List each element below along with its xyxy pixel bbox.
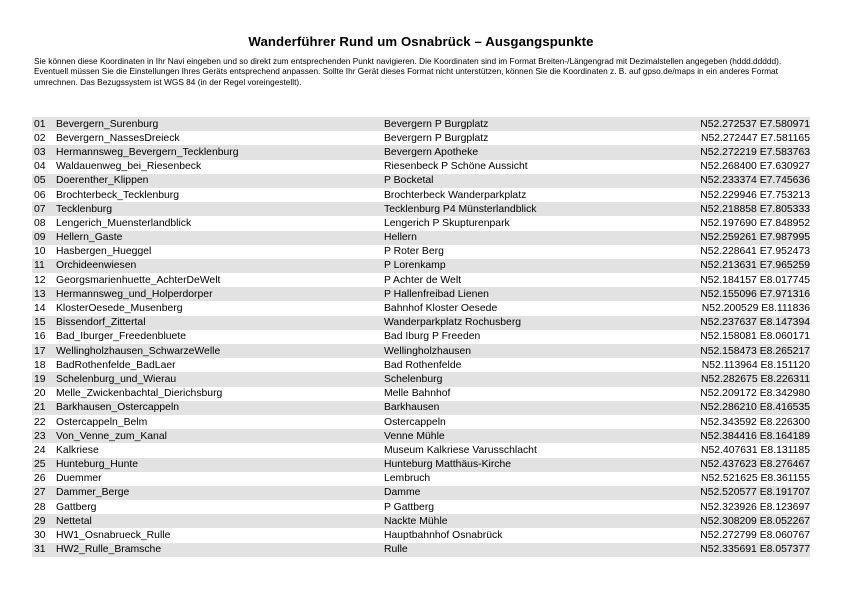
coordinates: N52.158081 E8.060171 <box>674 330 810 344</box>
table-row <box>32 415 810 429</box>
table-row <box>32 372 810 386</box>
route-name: Bad_Iburger_Freedenbluete <box>54 330 382 344</box>
coordinates: N52.158473 E8.265217 <box>674 344 810 358</box>
table-row <box>32 131 810 145</box>
route-number: 19 <box>32 372 54 386</box>
coordinates: N52.228641 E7.952473 <box>674 245 810 259</box>
coordinates: N52.272537 E7.580971 <box>674 117 810 131</box>
route-name: Orchideenwiesen <box>54 259 382 273</box>
page-title: Wanderführer Rund um Osnabrück – Ausgangspunkte <box>248 34 594 49</box>
coordinates: N52.237637 E8.147394 <box>674 316 810 330</box>
intro-paragraph-2: Eventuell müssen Sie die Einstellungen Ihres Geräts entsprechend anpassen. Sollte Ihr Gerät dieses Format nicht unterstützen, können Sie die Koordinaten z. B. auf gpso.de/maps in ein anderes Format umrechnen. Das Bezugssystem ist WGS 84 (in der Regel voreingestellt). <box>34 66 778 87</box>
start-point: Hauptbahnhof Osnabrück <box>382 528 674 542</box>
table-row <box>32 117 810 131</box>
route-number: 06 <box>32 188 54 202</box>
route-number: 24 <box>32 443 54 457</box>
coordinates: N52.229946 E7.753213 <box>674 188 810 202</box>
route-number: 03 <box>32 145 54 159</box>
route-name: Bevergern_NassesDreieck <box>54 131 382 145</box>
table-row <box>32 174 810 188</box>
coordinates: N52.308209 E8.052267 <box>674 514 810 528</box>
coordinates: N52.200529 E8.111836 <box>674 301 810 315</box>
start-point: Riesenbeck P Schöne Aussicht <box>382 160 674 174</box>
route-name: Hasbergen_Hueggel <box>54 245 382 259</box>
start-point: Bad Iburg P Freeden <box>382 330 674 344</box>
start-point: Barkhausen <box>382 401 674 415</box>
coordinates: N52.184157 E8.017745 <box>674 273 810 287</box>
route-name: Lengerich_Muensterlandblick <box>54 216 382 230</box>
start-point: P Achter de Welt <box>382 273 674 287</box>
table-row <box>32 259 810 273</box>
coordinates: N52.335691 E8.057377 <box>674 543 810 557</box>
route-name: Schelenburg_und_Wierau <box>54 372 382 386</box>
route-number: 25 <box>32 458 54 472</box>
start-point: Damme <box>382 486 674 500</box>
table-row <box>32 316 810 330</box>
route-name: Waldauenweg_bei_Riesenbeck <box>54 160 382 174</box>
table-row <box>32 160 810 174</box>
table-row <box>32 387 810 401</box>
route-name: Barkhausen_Ostercappeln <box>54 401 382 415</box>
table-row <box>32 216 810 230</box>
coordinates: N52.272219 E7.583763 <box>674 145 810 159</box>
table-row <box>32 401 810 415</box>
coordinates: N52.343592 E8.226300 <box>674 415 810 429</box>
route-name: Dammer_Berge <box>54 486 382 500</box>
route-number: 17 <box>32 344 54 358</box>
start-point: Wellingholzhausen <box>382 344 674 358</box>
route-name: Melle_Zwickenbachtal_Dierichsburg <box>54 387 382 401</box>
coordinates: N52.521625 E8.361155 <box>674 472 810 486</box>
route-name: Hermannsweg_Bevergern_Tecklenburg <box>54 145 382 159</box>
start-point: Melle Bahnhof <box>382 387 674 401</box>
route-number: 05 <box>32 174 54 188</box>
start-point: Tecklenburg P4 Münsterlandblick <box>382 202 674 216</box>
coordinates: N52.272799 E8.060767 <box>674 528 810 542</box>
coordinates: N52.520577 E8.191707 <box>674 486 810 500</box>
start-point: Bevergern P Burgplatz <box>382 131 674 145</box>
route-number: 27 <box>32 486 54 500</box>
route-number: 01 <box>32 117 54 131</box>
table-row <box>32 273 810 287</box>
coordinates: N52.407631 E8.131185 <box>674 443 810 457</box>
table-row <box>32 358 810 372</box>
table-row <box>32 443 810 457</box>
route-name: Wellingholzhausen_SchwarzeWelle <box>54 344 382 358</box>
start-point: Ostercappeln <box>382 415 674 429</box>
route-name: Ostercappeln_Belm <box>54 415 382 429</box>
table-row <box>32 188 810 202</box>
coordinates: N52.113964 E8.151120 <box>674 358 810 372</box>
start-point: P Hallenfreibad Lienen <box>382 287 674 301</box>
route-number: 15 <box>32 316 54 330</box>
route-name: Tecklenburg <box>54 202 382 216</box>
coordinates: N52.213631 E7.965259 <box>674 259 810 273</box>
table-row <box>32 287 810 301</box>
route-number: 28 <box>32 500 54 514</box>
coordinates: N52.272447 E7.581165 <box>674 131 810 145</box>
start-point: Lengerich P Skupturenpark <box>382 216 674 230</box>
start-point: P Lorenkamp <box>382 259 674 273</box>
route-name: Bissendorf_Zittertal <box>54 316 382 330</box>
table-row <box>32 514 810 528</box>
coordinates: N52.268400 E7.630927 <box>674 160 810 174</box>
start-point: Wanderparkplatz Rochusberg <box>382 316 674 330</box>
table-row <box>32 231 810 245</box>
route-number: 02 <box>32 131 54 145</box>
route-name: HW2_Rulle_Bramsche <box>54 543 382 557</box>
table-row <box>32 500 810 514</box>
route-name: HW1_Osnabrueck_Rulle <box>54 528 382 542</box>
route-name: KlosterOesede_Musenberg <box>54 301 382 315</box>
table-row <box>32 458 810 472</box>
table-row <box>32 301 810 315</box>
route-name: Gattberg <box>54 500 382 514</box>
start-point: Brochterbeck Wanderparkplatz <box>382 188 674 202</box>
route-number: 23 <box>32 429 54 443</box>
start-point: P Roter Berg <box>382 245 674 259</box>
start-point: Bevergern Apotheke <box>382 145 674 159</box>
table-row <box>32 330 810 344</box>
coordinates: N52.209172 E8.342980 <box>674 387 810 401</box>
start-point: Rulle <box>382 543 674 557</box>
start-point: Hellern <box>382 231 674 245</box>
route-number: 09 <box>32 231 54 245</box>
intro-text <box>34 56 810 87</box>
start-point: Schelenburg <box>382 372 674 386</box>
route-number: 20 <box>32 387 54 401</box>
table-row <box>32 145 810 159</box>
route-number: 10 <box>32 245 54 259</box>
coordinates: N52.323926 E8.123697 <box>674 500 810 514</box>
route-name: Doerenther_Klippen <box>54 174 382 188</box>
route-name: Brochterbeck_Tecklenburg <box>54 188 382 202</box>
start-point: Nackte Mühle <box>382 514 674 528</box>
starting-points-table <box>32 117 810 557</box>
table-row <box>32 528 810 542</box>
route-number: 18 <box>32 358 54 372</box>
route-number: 16 <box>32 330 54 344</box>
start-point: Lembruch <box>382 472 674 486</box>
route-number: 11 <box>32 259 54 273</box>
route-name: Nettetal <box>54 514 382 528</box>
start-point: Bad Rothenfelde <box>382 358 674 372</box>
route-name: Bevergern_Surenburg <box>54 117 382 131</box>
coordinates: N52.282675 E8.226311 <box>674 372 810 386</box>
coordinates: N52.286210 E8.416535 <box>674 401 810 415</box>
coordinates: N52.155096 E7.971316 <box>674 287 810 301</box>
start-point: Bahnhof Kloster Oesede <box>382 301 674 315</box>
route-number: 30 <box>32 528 54 542</box>
coordinates: N52.197690 E7.848952 <box>674 216 810 230</box>
route-name: Kalkriese <box>54 443 382 457</box>
table-row <box>32 202 810 216</box>
route-number: 31 <box>32 543 54 557</box>
route-number: 14 <box>32 301 54 315</box>
start-point: Bevergern P Burgplatz <box>382 117 674 131</box>
table-row <box>32 486 810 500</box>
route-name: Hellern_Gaste <box>54 231 382 245</box>
table-row <box>32 429 810 443</box>
route-name: Georgsmarienhuette_AchterDeWelt <box>54 273 382 287</box>
coordinates: N52.437623 E8.276467 <box>674 458 810 472</box>
route-number: 26 <box>32 472 54 486</box>
route-number: 13 <box>32 287 54 301</box>
start-point: Museum Kalkriese Varusschlacht <box>382 443 674 457</box>
start-point: P Bocketal <box>382 174 674 188</box>
starting-points-table-body <box>32 117 810 557</box>
route-name: BadRothenfelde_BadLaer <box>54 358 382 372</box>
start-point: P Gattberg <box>382 500 674 514</box>
table-row <box>32 245 810 259</box>
coordinates: N52.259261 E7.987995 <box>674 231 810 245</box>
route-name: Duemmer <box>54 472 382 486</box>
route-number: 04 <box>32 160 54 174</box>
coordinates: N52.218858 E7.805333 <box>674 202 810 216</box>
route-name: Hermannsweg_und_Holperdorper <box>54 287 382 301</box>
coordinates: N52.384416 E8.164189 <box>674 429 810 443</box>
route-number: 07 <box>32 202 54 216</box>
route-number: 21 <box>32 401 54 415</box>
start-point: Hunteburg Matthäus-Kirche <box>382 458 674 472</box>
table-row <box>32 344 810 358</box>
start-point: Venne Mühle <box>382 429 674 443</box>
route-number: 22 <box>32 415 54 429</box>
intro-paragraph-1: Sie können diese Koordinaten in Ihr Navi eingeben und so direkt zum entsprechenden Punkt navigieren. Die Koordinaten sind im Format Breiten-/Längengrad mit Dezimalstellen angegeben (hddd.ddddd). <box>34 56 782 66</box>
route-number: 12 <box>32 273 54 287</box>
route-number: 08 <box>32 216 54 230</box>
route-name: Hunteburg_Hunte <box>54 458 382 472</box>
route-name: Von_Venne_zum_Kanal <box>54 429 382 443</box>
route-number: 29 <box>32 514 54 528</box>
coordinates: N52.233374 E7.745636 <box>674 174 810 188</box>
table-row <box>32 543 810 557</box>
table-row <box>32 472 810 486</box>
